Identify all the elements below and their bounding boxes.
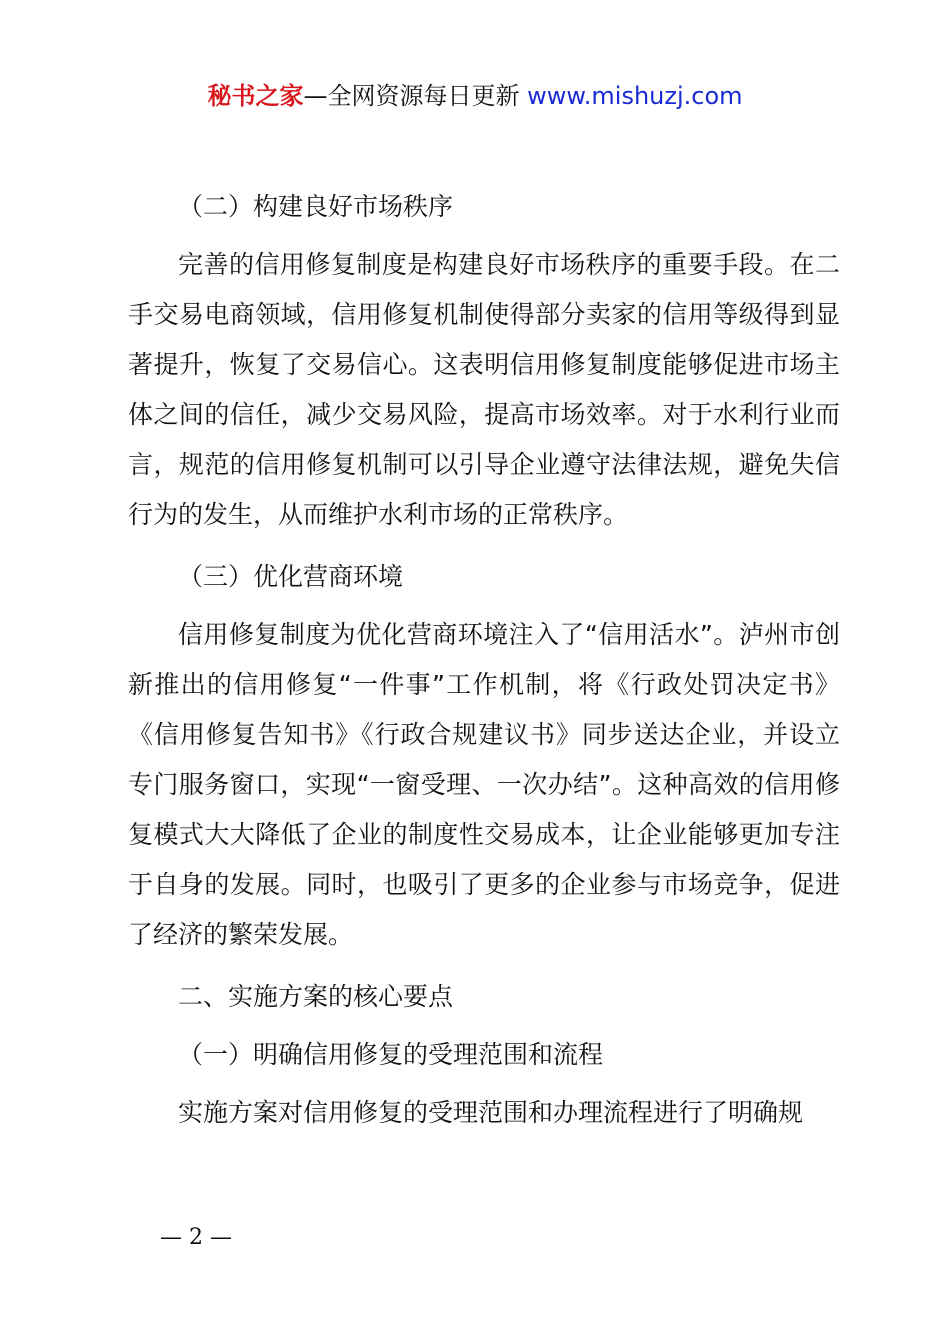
page-number: — 2 —: [160, 1225, 232, 1250]
subheading-business-environment: （三）优化营商环境: [178, 562, 404, 591]
site-header: [0, 78, 950, 114]
subheading-market-order: （二）构建良好市场秩序: [178, 192, 454, 221]
paragraph-scope-process: 实施方案对信用修复的受理范围和办理流程进行了明确规: [178, 1098, 804, 1127]
document-body: [128, 182, 840, 1138]
site-url-link[interactable]: www.mishuzj.com: [527, 82, 743, 110]
section-heading-core-points: 二、实施方案的核心要点: [178, 982, 454, 1011]
site-tagline: —全网资源每日更新: [303, 82, 520, 110]
site-brand: 秘书之家: [207, 82, 304, 110]
paragraph-market-order: 完善的信用修复制度是构建良好市场秩序的重要手段。在二手交易电商领域，信用修复机制使得部分卖家的信用等级得到显著提升，恢复了交易信心。这表明信用修复制度能够促进市场主体之间的信任，减少交易风险，提高市场效率。对于水利行业而言，规范的信用修复机制可以引导企业遵守法律法规，避免失信行为的发生，从而维护水利市场的正常秩序。: [128, 250, 840, 529]
subheading-scope-process: （一）明确信用修复的受理范围和流程: [178, 1040, 604, 1069]
paragraph-business-environment: 信用修复制度为优化营商环境注入了“信用活水”。泸州市创新推出的信用修复“一件事”工作机制，将《行政处罚决定书》《信用修复告知书》《行政合规建议书》同步送达企业，并设立专门服务窗口，实现“一窗受理、一次办结”。这种高效的信用修复模式大大降低了企业的制度性交易成本，让企业能够更加专注于自身的发展。同时，也吸引了更多的企业参与市场竞争，促进了经济的繁荣发展。: [128, 620, 840, 949]
